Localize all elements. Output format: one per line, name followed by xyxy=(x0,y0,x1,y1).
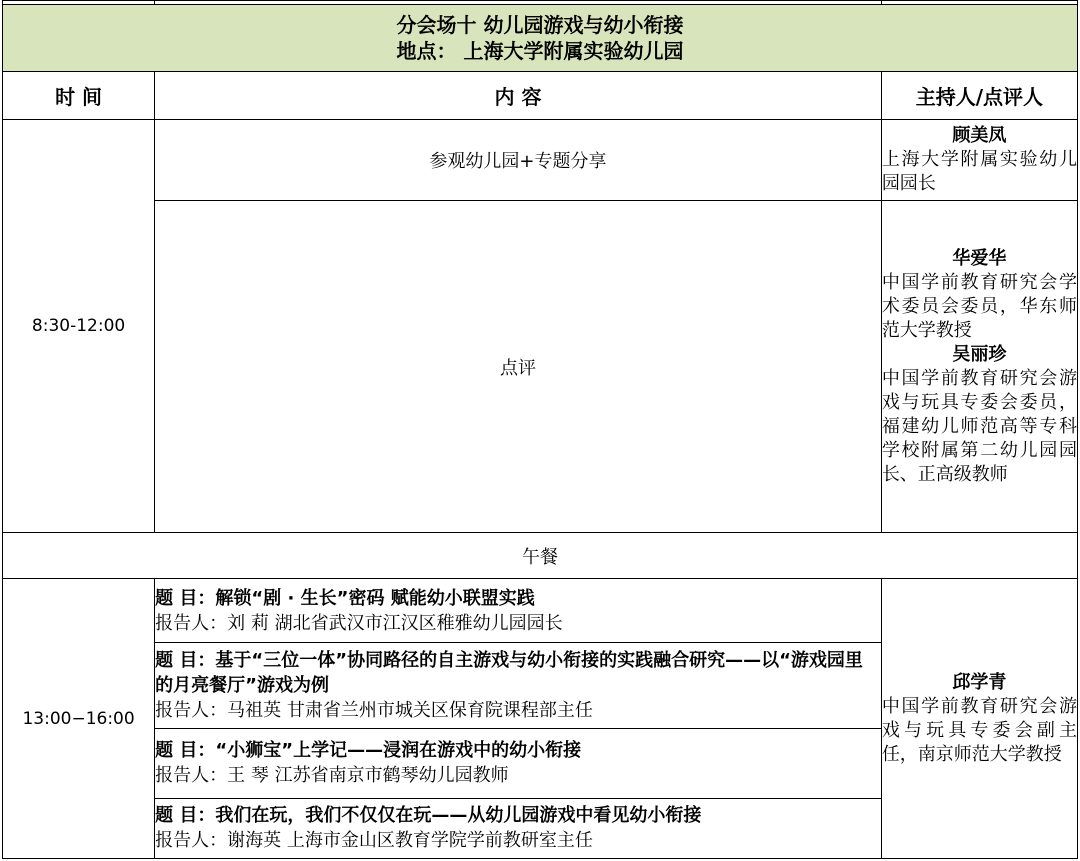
talk-reporter: 报告人：谢海英 上海市金山区教育学院学前教研室主任 xyxy=(155,830,593,852)
review-content: 点评 xyxy=(155,201,882,533)
talk-cell xyxy=(155,643,882,729)
talk-reporter: 报告人：刘 莉 湖北省武汉市江汉区稚雅幼儿园园长 xyxy=(155,612,563,634)
session-title-row xyxy=(3,5,1078,72)
talk-cell xyxy=(155,798,882,858)
table-row xyxy=(3,201,1078,533)
afternoon-host-cell xyxy=(881,579,1077,859)
host-desc: 中国学前教育研究会游戏与玩具专委会委员，福建幼儿师范高等专科学校附属第二幼儿园园长、正高级教师 xyxy=(881,367,1077,485)
host-desc: 中国学前教育研究会游戏与玩具专委会副主任，南京师范大学教授 xyxy=(881,695,1077,765)
header-row xyxy=(3,72,1078,120)
visit-content: 参观幼儿园+专题分享 xyxy=(155,120,882,201)
review-host-cell xyxy=(881,201,1077,533)
session-title: 分会场十 幼儿园游戏与幼小衔接 xyxy=(396,13,684,38)
table-row xyxy=(3,120,1078,201)
host-desc: 中国学前教育研究会学术委员会委员，华东师范大学教授 xyxy=(881,271,1077,341)
host-name: 顾美凤 xyxy=(952,125,1007,147)
host-name: 华爱华 xyxy=(952,247,1007,269)
talk-title: 题 目：“小狮宝”上学记——浸润在游戏中的幼小衔接 xyxy=(155,740,582,762)
header-host: 主持人/点评人 xyxy=(881,72,1077,120)
session-location: 地点： 上海大学附属实验幼儿园 xyxy=(396,39,684,64)
talk-title: 题 目：我们在玩，我们不仅仅在玩——从幼儿园游戏中看见幼小衔接 xyxy=(155,805,702,827)
schedule-table xyxy=(2,0,1078,859)
visit-host-cell xyxy=(881,120,1077,201)
lunch-cell: 午餐 xyxy=(3,533,1078,579)
talk-cell xyxy=(155,729,882,798)
host-name: 邱学青 xyxy=(952,671,1007,693)
lunch-row xyxy=(3,533,1078,579)
header-time: 时 间 xyxy=(3,72,155,120)
talk-reporter: 报告人：王 琴 江苏省南京市鹤琴幼儿园教师 xyxy=(155,765,509,787)
talk-cell xyxy=(155,579,882,643)
morning-time: 8:30-12:00 xyxy=(3,120,155,533)
header-content: 内 容 xyxy=(155,72,882,120)
afternoon-time: 13:00−16:00 xyxy=(3,579,155,859)
talk-title: 题 目：解锁“剧 · 生长”密码 赋能幼小联盟实践 xyxy=(155,587,535,609)
table-row xyxy=(3,579,1078,643)
host-desc: 上海大学附属实验幼儿园园长 xyxy=(881,149,1077,195)
session-title-cell xyxy=(3,5,1078,72)
talk-reporter: 报告人：马祖英 甘肃省兰州市城关区保育院课程部主任 xyxy=(155,700,593,722)
talk-title: 题 目：基于“三位一体”协同路径的自主游戏与幼小衔接的实践融合研究——以“游戏园里的月亮餐厅”游戏为例 xyxy=(155,650,863,697)
host-name: 吴丽珍 xyxy=(952,343,1007,365)
